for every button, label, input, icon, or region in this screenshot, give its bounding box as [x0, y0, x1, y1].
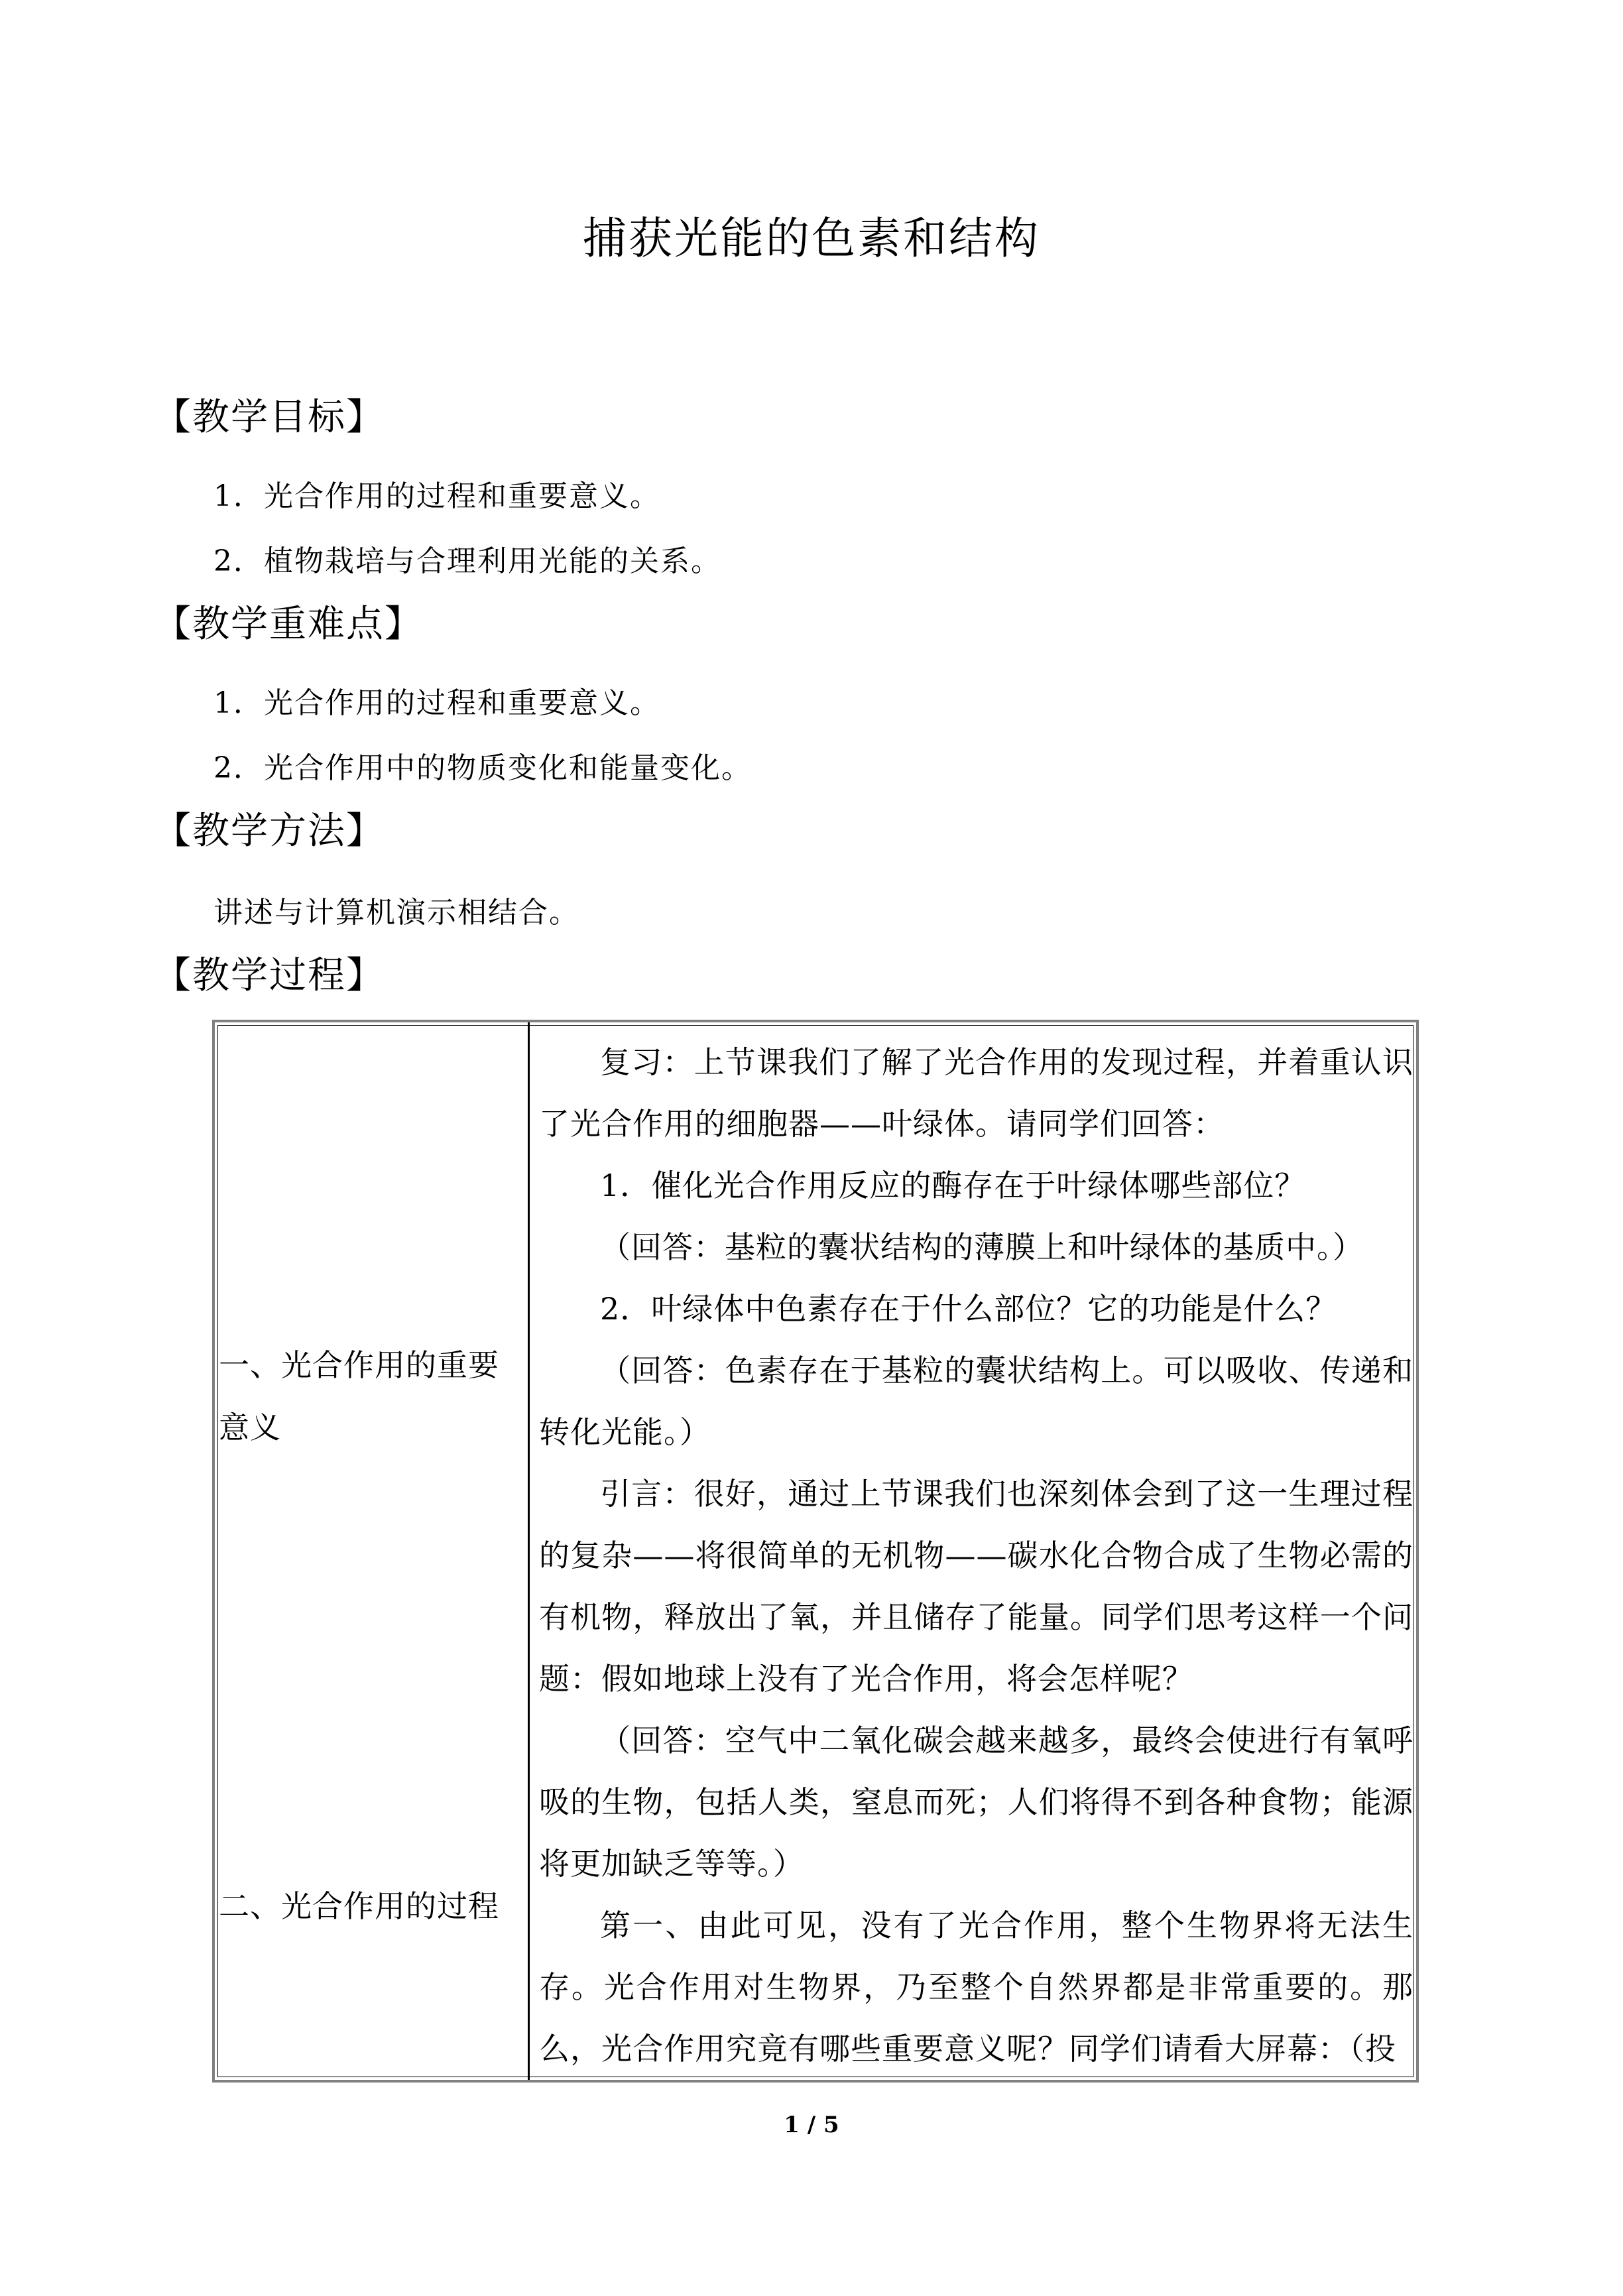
heading-objectives: 【教学目标】	[154, 396, 385, 439]
process-table	[212, 1020, 1419, 2083]
paragraph-review: 复习：上节课我们了解了光合作用的发现过程，并着重认识了光合作用的细胞器——叶绿体。请同学们回答：	[539, 1044, 1413, 1142]
page-number: 1 / 5	[784, 2112, 839, 2138]
key-point-item-1: 1．光合作用的过程和重要意义。	[213, 686, 660, 720]
key-point-item-2: 2．光合作用中的物质变化和能量变化。	[213, 751, 752, 785]
left-label-process: 二、光合作用的过程	[219, 1888, 499, 1924]
paragraph-answer-2: （回答：色素存在于基粒的囊状结构上。可以吸收、传递和转化光能。）	[539, 1353, 1413, 1450]
paragraph-answer-1: （回答：基粒的囊状结构的薄膜上和叶绿体的基质中。）	[600, 1229, 1364, 1265]
table-row	[213, 1021, 1417, 2081]
paragraph-first-point: 第一、由此可见，没有了光合作用，整个生物界将无法生存。光合作用对生物界，乃至整个自然界都是非常重要的。那么，光合作用究竟有哪些重要意义呢？同学们请看大屏幕：（投	[539, 1907, 1413, 2067]
heading-key-points: 【教学重难点】	[154, 603, 423, 646]
page-title: 捕获光能的色素和结构	[583, 213, 1040, 264]
left-label-significance: 一、光合作用的重要意义	[219, 1347, 499, 1445]
objective-item-1: 1．光合作用的过程和重要意义。	[213, 479, 660, 513]
paragraph-question-1: 1．催化光合作用反应的酶存在于叶绿体哪些部位？	[600, 1168, 1306, 1203]
objective-item-2: 2．植物栽培与合理利用光能的关系。	[213, 544, 721, 578]
table-right-cell	[529, 1021, 1418, 2081]
heading-process: 【教学过程】	[154, 954, 385, 997]
paragraph-introduction: 引言：很好，通过上节课我们也深刻体会到了这一生理过程的复杂——将很简单的无机物——碳水化合物合成了生物必需的有机物，释放出了氧，并且储存了能量。同学们思考这样一个问题：假如地球上没有了光合作用，将会怎样呢？	[539, 1476, 1413, 1697]
paragraph-answer-3: （回答：空气中二氧化碳会越来越多，最终会使进行有氧呼吸的生物，包括人类，窒息而死；人们将得不到各种食物；能源将更加缺乏等等。）	[539, 1722, 1413, 1882]
method-item-1: 讲述与计算机演示相结合。	[213, 896, 579, 930]
paragraph-question-2: 2．叶绿体中色素存在于什么部位？它的功能是什么？	[600, 1291, 1337, 1327]
heading-methods: 【教学方法】	[154, 810, 385, 853]
table-left-cell	[213, 1021, 529, 2081]
